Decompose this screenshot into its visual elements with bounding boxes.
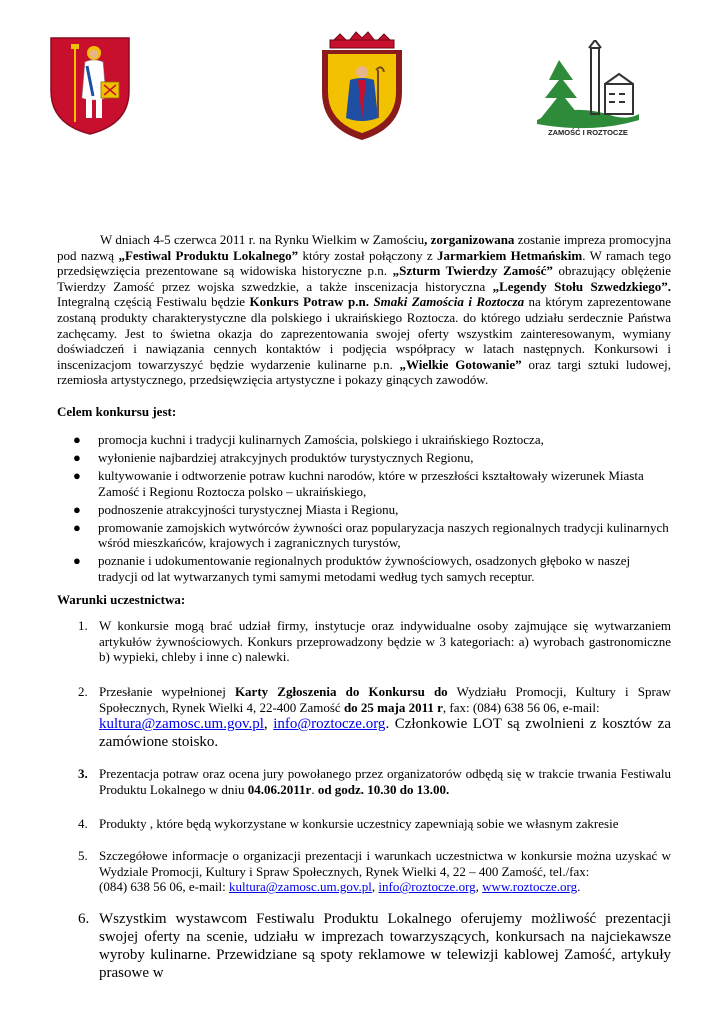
list-item [57,553,671,584]
item-number: 6. [78,911,90,927]
email-link-kultura[interactable]: kultura@zamosc.um.gov.pl [99,716,264,733]
conditions-heading: Warunki uczestnictwa: [57,592,186,607]
time-range: od godz. 10.30 do 13.00. [317,781,450,797]
item-number: 1. [78,618,88,633]
list-item [57,450,671,466]
goal-text: promocja kuchni i tradycji kulinarnych Zamościa, polskiego i ukraińskiego Roztocza, [98,432,544,447]
goal-text: podnoszenie atrakcyjności turystycznej Miasta i Regionu, [98,501,399,517]
email-link-info[interactable]: info@roztocze.org [378,879,476,895]
intro-text: zostanie impreza promocyjna pod nazwą [57,232,671,263]
intro-paragraph [57,232,671,388]
list-item [57,468,671,499]
text: Wydziału Promocji, Kultury i Spraw Społecznych, Rynek Wielki 4, 22-400 Zamość [99,684,672,715]
text: , fax: (084) 638 56 06, e-mail: [442,699,600,715]
goal-text: promowanie zamojskich wytwórców żywności oraz popularyzacja naszych regionalnych tradycji kulinarnych wśród mieszkańców, krajowych i zagranicznych turystów, [98,519,669,551]
bullet-icon: ● [73,432,81,447]
item-number: 2. [78,684,88,699]
bullet-icon: ● [73,449,81,465]
logo-caption: ZAMOŚĆ I ROZTOCZE [548,128,628,137]
bullet-icon: ● [73,553,81,569]
show-name-assault: „Szturm Twierdzy Zamość” [392,263,553,279]
email-link-kultura[interactable]: kultura@zamosc.um.gov.pl [228,879,372,895]
condition-item-1 [57,618,671,665]
text: (084) 638 56 06, e-mail: [99,879,229,895]
condition-text: Produkty , które będą wykorzystane w konkursie uczestnicy zapewniają sobie we własnym zakresie [99,816,619,831]
text: . [577,879,581,895]
condition-text: Wszystkim wystawcom Festiwalu Produktu Lokalnego oferujemy możliwość prezentacji swojej oferty na scenie, udziału w imprezach towarzyszących, konkursach na najciekawsze wyroby kulinarne. Przewidziane są spoty reklamowe w telewizji kablowej Zamość, artykuły prasowe w [99,911,671,981]
goals-list [57,432,671,587]
goal-text: poznanie i udokumentowanie regionalnych produktów żywnościowych, osadzonych głęboko w naszej tradycji od lat wytwarzanych tymi samymi metodami według tych samych receptur. [98,553,631,584]
contest-title: Smaki Zamościa i Roztocza [373,294,525,310]
condition-text [99,766,671,797]
zamosc-city-coat-of-arms-icon [314,30,410,144]
intro-bold: , zorganizowana [424,232,515,247]
goal-text: wyłonienie najbardziej atrakcyjnych produktów turystycznych Regionu, [98,449,474,465]
goals-heading: Celem konkursu jest: [57,404,177,419]
condition-item-2 [57,684,671,751]
intro-text: obrazujący oblężenie Twierdzy Zamość przez wojska szwedzkie, a także inscenizacja historyczna [57,263,671,294]
form-name: Karty Zgłoszenia do Konkursu do [234,684,448,699]
separator: , [263,716,274,733]
goal-text: kultywowanie i odtworzenie potraw kuchni narodów, które w przeszłości kształtowały wizerunek Miasta Zamość i Regionu Roztocza polsko – ukraińskiego, [98,467,644,499]
bullet-icon: ● [73,467,81,483]
date: 04.06.2011r [247,781,312,797]
condition-text [99,684,671,751]
item-number: 4. [78,816,88,831]
item-number: 3. [78,766,88,781]
text: Prezentacja potraw oraz ocena jury powołanego przez organizatorów odbędą się w trakcie trwania Festiwalu Produktu Lokalnego w dniu [99,766,671,797]
condition-item-3 [57,766,671,797]
bullet-icon: ● [73,519,81,535]
separator: , [475,879,483,895]
text: . [311,781,318,797]
zamosc-i-roztocze-logo-icon [533,40,643,138]
text: . Członkowie LOT są zwolnieni z kosztów za zamówione stoisko. [99,716,671,751]
text: Przesłanie wypełnionej [99,684,235,699]
zamosc-county-coat-of-arms-icon [49,36,131,136]
intro-text: W dniach 4-5 czerwca 2011 r. na Rynku Wielkim w Zamościu [100,232,425,247]
condition-item-4 [57,816,671,832]
condition-item-5 [57,848,671,895]
intro-text: oraz targi sztuki ludowej, rzemiosła artystycznego, przedsięwzięcia artystyczne i pokazy ginących zawodów. [57,356,672,388]
show-name-legends: „Legendy Stołu Szwedzkiego”. [492,278,671,294]
festival-name: „Festiwal Produktu Lokalnego” [118,247,299,263]
cooking-event-name: „Wielkie Gotowanie” [399,356,522,372]
fair-name: Jarmarkiem Hetmańskim [437,247,583,263]
email-link-info[interactable]: info@roztocze.org [273,716,386,733]
deadline: do 25 maja 2011 r [343,699,443,715]
website-link[interactable]: www.roztocze.org [482,879,578,895]
list-item [57,432,671,448]
contest-name: Konkurs Potraw p.n. [249,294,374,310]
separator: , [371,879,379,895]
text: Szczegółowe informacje o organizacji prezentacji i warunkach uczestnictwa w konkursie można uzyskać w Wydziale Promocji, Kultury i Spraw Społecznych, Rynek Wielki 4, 22 – 400 Zamość, tel./fax: [99,848,671,879]
condition-item-6 [57,910,671,982]
list-item [57,520,671,551]
intro-text: który został połączony z [298,247,437,263]
intro-text: na którym zaprezentowane zostaną produkty charakterystyczne dla polskiego i ukraińskiego Roztocza. do którego udziału serdecznie Państwa zachęcamy. Jest to świetna okazja do zaprezentowania swojej oferty wszystkim zainteresowanym, wymiany doświadczeń i nawiązania cennych kontaktów i podjęcia współpracy w latach następnych. Konkursowi i inscenizacjom towarzyszyć będzie wydarzenie kulinarne p.n. [57,294,672,372]
intro-text: . W ramach tego przedsięwzięcia prezentowane są widowiska historyczne p.n. [57,247,671,279]
intro-text: Integralną częścią Festiwalu będzie [57,294,250,310]
condition-text: W konkursie mogą brać udział firmy, instytucje oraz indywidualne osoby zajmujące się wytwarzaniem artykułów żywnościowych. Konkurs przeprowadzony będzie w 3 kategoriach: a) wyrobach gastronomiczne b) wypieki, chleby i inne c) nalewki. [99,618,671,665]
bullet-icon: ● [73,501,81,517]
list-item [57,502,671,518]
item-number: 5. [78,848,88,863]
condition-text [99,848,671,895]
